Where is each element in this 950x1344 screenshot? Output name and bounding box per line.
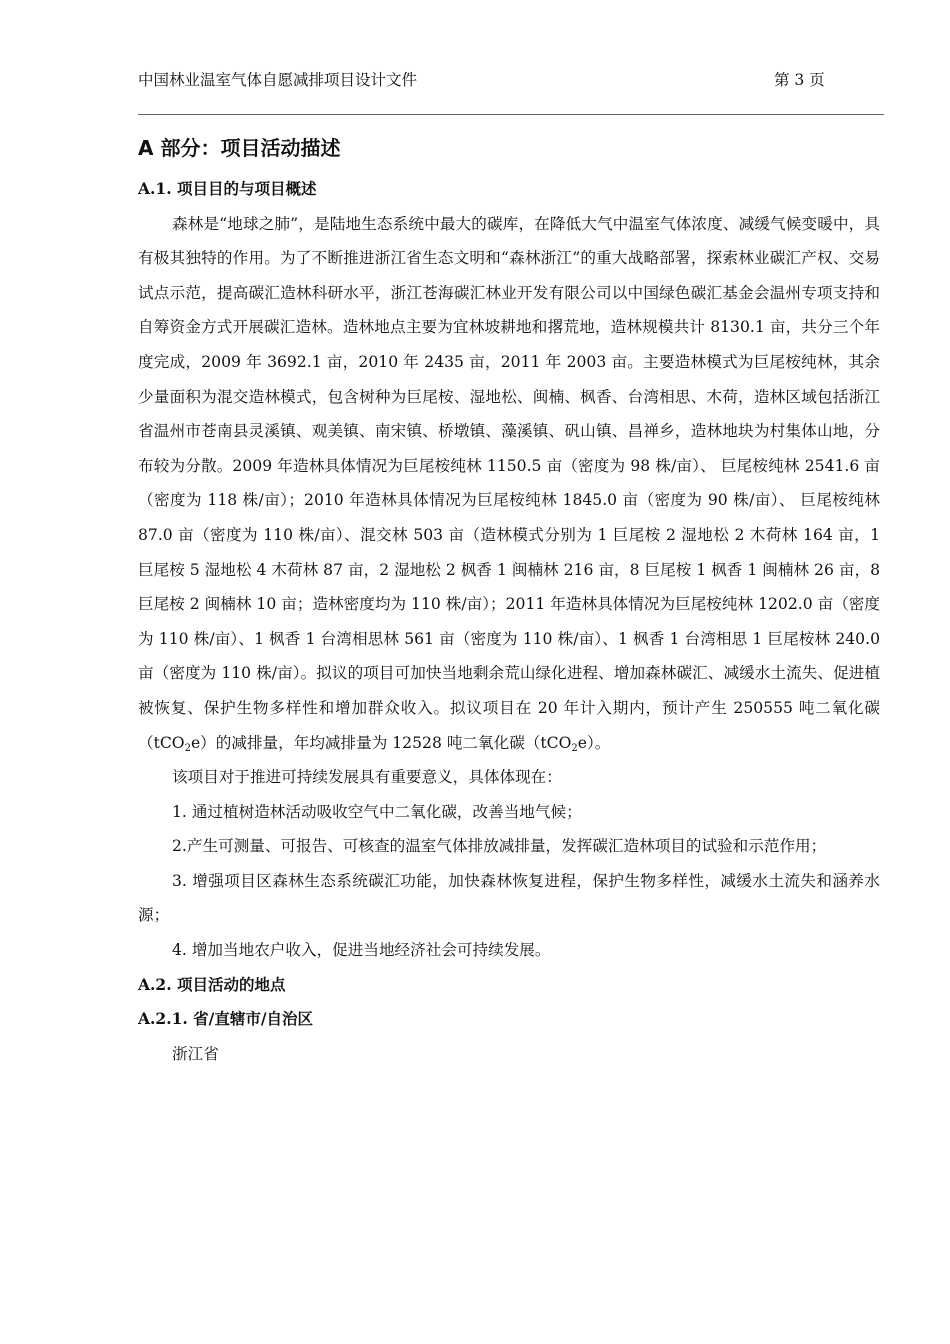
heading-a2-1: A.2.1. 省/直辖市/自治区 (138, 1009, 314, 1029)
overview-text-a: 森林是“地球之肺”，是陆地生态系统中最大的碳库，在降低大气中温室气体浓度、减缓气候变暖中，具有极其独特的作用。为了不断推进浙江省生态文明和“森林浙江”的重大战略部署，探索林业碳汇产权、交易试点示范，提高碳汇造林科研水平，浙江苍海碳汇林业开发有限公司以中国绿色碳汇基金会温州专项支持和自筹资金方式开展碳汇造林。造林地点主要为宜林坡耕地和撂荒地，造林规模共计 8130.1 亩，共分三个年度完成，2009 年 3692.1 亩，2010 年 2435 亩，2011 年 2003 亩。主要造林模式为巨尾桉纯林，其余少量面积为混交造林模式，包含树种为巨尾桉、湿地松、闽楠、枫香、台湾相思、木荷，造林区域包括浙江省温州市苍南县灵溪镇、观美镇、南宋镇、桥墩镇、藻溪镇、矾山镇、昌禅乡，造林地块为村集体山地，分布较为分散。2009 年造林具体情况为巨尾桉纯林 1150.5 亩（密度为 98 株/亩）、 巨尾桉纯林 2541.6 亩（密度为 118 株/亩）；2010 年造林具体情况为巨尾桉纯林 1845.0 亩（密度为 90 株/亩）、 巨尾桉纯林 87.0 亩（密度为 110 株/亩）、混交林 503 亩（造林模式分别为 1 巨尾桉 2 湿地松 2 木荷林 164 亩，1 巨尾桉 5 湿地松 4 木荷林 87 亩，2 湿地松 2 枫香 1 闽楠林 216 亩，8 巨尾桉 1 枫香 1 闽楠林 26 亩，8 巨尾桉 2 闽楠林 10 亩；造林密度均为 110 株/亩）；2011 年造林具体情况为巨尾桉纯林 1202.0 亩（密度为 110 株/亩）、1 枫香 1 台湾相思林 561 亩（密度为 110 株/亩）、1 枫香 1 台湾相思 1 巨尾桉林 240.0 亩（密度为 110 株/亩）。拟议的项目可加快当地剩余荒山绿化进程、增加森林碳汇、减缓水土流失、促进植被恢复、保护生物多样性和增加群众收入。拟议项目在 20 年计入期内，预计产生 250555 吨二氧化碳（tCO (138, 214, 880, 752)
list-item-3: 3. 增强项目区森林生态系统碳汇功能，加快森林恢复进程，保护生物多样性，减缓水土流失和涵养水源； (138, 871, 880, 925)
list-item-1: 1. 通过植树造林活动吸收空气中二氧化碳，改善当地气候； (172, 802, 582, 821)
overview-text-c: e）。 (577, 733, 611, 752)
subscript-2: 2 (184, 742, 191, 754)
subscript-2: 2 (571, 742, 578, 754)
list-item-4: 4. 增加当地农户收入，促进当地经济社会可持续发展。 (172, 941, 551, 960)
heading-a1: A.1. 项目目的与项目概述 (138, 179, 317, 198)
province-text: 浙江省 (172, 1044, 219, 1063)
paragraph-overview (138, 207, 880, 761)
list-item-2: 2.产生可测量、可报告、可核查的温室气体排放减排量，发挥碳汇造林项目的试验和示范作用； (172, 837, 827, 856)
page-header (138, 68, 884, 115)
overview-text-b: e）的减排量，年均减排量为 12528 吨二氧化碳（tCO (190, 733, 572, 752)
section-title: A 部分：项目活动描述 (138, 136, 341, 160)
document-title: 中国林业温室气体自愿减排项目设计文件 (138, 71, 418, 89)
heading-a2: A.2. 项目活动的地点 (138, 974, 286, 994)
page-number: 第 3 页 (774, 71, 825, 89)
paragraph-significance: 该项目对于推进可持续发展具有重要意义，具体体现在： (172, 768, 562, 787)
section-a1 (138, 172, 880, 1071)
